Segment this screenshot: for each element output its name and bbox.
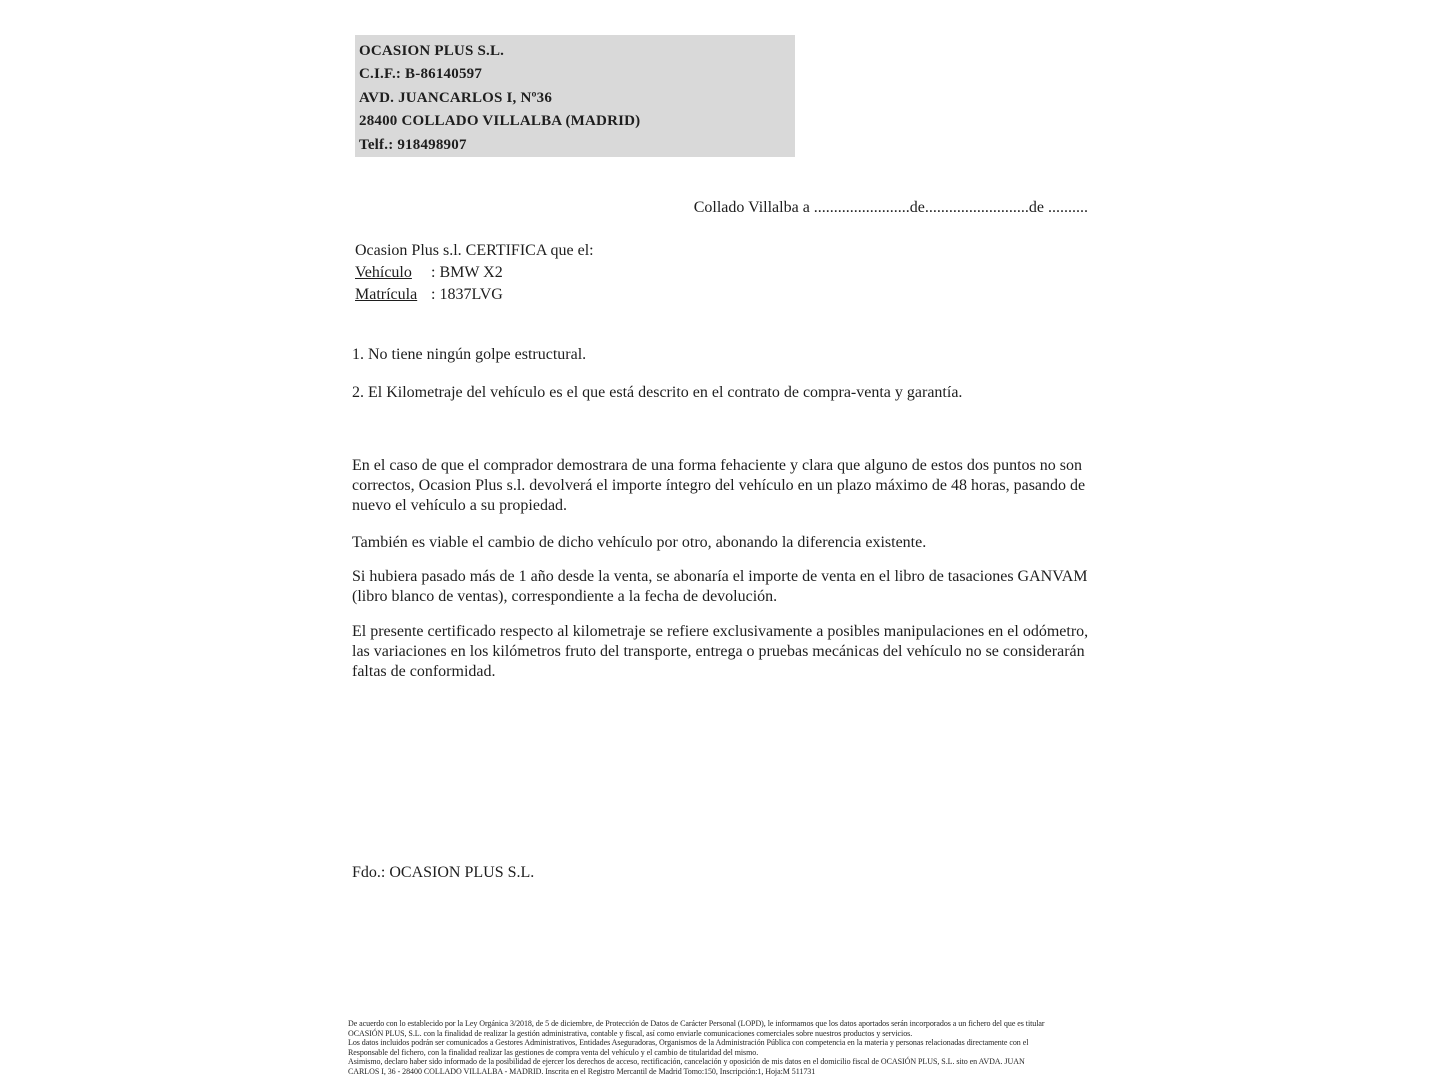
date-line: Collado Villalba a ........................de..........................de ..........: [693, 199, 1088, 216]
vehicle-value: : BMW X2: [431, 264, 503, 281]
legal-fine-print: [348, 1019, 1093, 1076]
plate-value: : 1837LVG: [431, 286, 503, 303]
vehicle-label: Vehículo: [355, 264, 412, 281]
paragraph-ganvam: Si hubiera pasado más de 1 año desde la venta, se abonaría el importe de venta en el libro de tasaciones GANVAM (libro blanco de ventas), correspondiente a la fecha de devolución.: [352, 568, 1088, 605]
signature-line: Fdo.: OCASION PLUS S.L.: [352, 864, 535, 881]
vehicle-line: [355, 264, 503, 282]
certify-intro: Ocasion Plus s.l. CERTIFICA que el:: [355, 242, 594, 259]
legal-line-6: CARLOS I, 36 - 28400 COLLADO VILLALBA - MADRID. Inscrita en el Registro Mercantil de Madrid Tomo:150, Inscripción:1, Hoja:M 511731: [348, 1066, 816, 1076]
company-city: 28400 COLLADO VILLALBA (MADRID): [359, 113, 641, 130]
legal-line-1: De acuerdo con lo establecido por la Ley Orgánica 3/2018, de 5 de diciembre, de Protección de Datos de Carácter Personal (LOPD), le informamos que los datos aportados serán incorporados a un fichero del que es titular: [348, 1019, 1045, 1028]
legal-line-2: OCASIÓN PLUS, S.L. con la finalidad de realizar la gestión administrativa, contable y fiscal, así como enviarle comunicaciones comerciales sobre nuestros productos y servicios.: [348, 1028, 913, 1038]
paragraph-refund: En el caso de que el comprador demostrara de una forma fehaciente y clara que alguno de estos dos puntos no son correctos, Ocasion Plus s.l. devolverá el importe íntegro del vehículo en un plazo máximo de 48 horas, pasando de nuevo el vehículo a su propiedad.: [352, 457, 1086, 514]
certified-item-1: 1. No tiene ningún golpe estructural.: [352, 346, 587, 363]
company-address: AVD. JUANCARLOS I, Nº36: [359, 89, 553, 106]
paragraph-odometer: El presente certificado respecto al kilometraje se refiere exclusivamente a posibles manipulaciones en el odómetro, las variaciones en los kilómetros fruto del transporte, entrega o pruebas mecánicas del vehículo no se considerarán faltas de conformidad.: [352, 623, 1089, 680]
company-phone: Telf.: 918498907: [359, 136, 467, 153]
legal-line-4: Responsable del fichero, con la finalidad realizar las gestiones de compra venta del vehículo y el cambio de titularidad del mismo.: [348, 1047, 759, 1057]
legal-line-5: Asimismo, declaro haber sido informado de la posibilidad de ejercer los derechos de acceso, rectificación, cancelación y oposición de mis datos en el domicilio fiscal de OCASIÓN PLUS, S.L. sito en AVDA. JUAN: [348, 1057, 1025, 1066]
certified-item-2: 2. El Kilometraje del vehículo es el que está descrito en el contrato de compra-venta y garantía.: [352, 384, 963, 401]
company-cif: C.I.F.: B-86140597: [359, 66, 483, 83]
company-name: OCASION PLUS S.L.: [359, 43, 505, 59]
plate-line: [355, 286, 503, 304]
legal-line-3: Los datos incluidos podrán ser comunicados a Gestores Administrativos, Entidades Aseguradoras, Organismos de la Administración Pública con competencia en la materia y personas relacionadas directamente con el: [348, 1038, 1029, 1047]
plate-label: Matrícula: [355, 286, 418, 303]
paragraph-exchange: También es viable el cambio de dicho vehículo por otro, abonando la diferencia existente.: [352, 534, 927, 551]
company-header-block: [355, 35, 795, 157]
